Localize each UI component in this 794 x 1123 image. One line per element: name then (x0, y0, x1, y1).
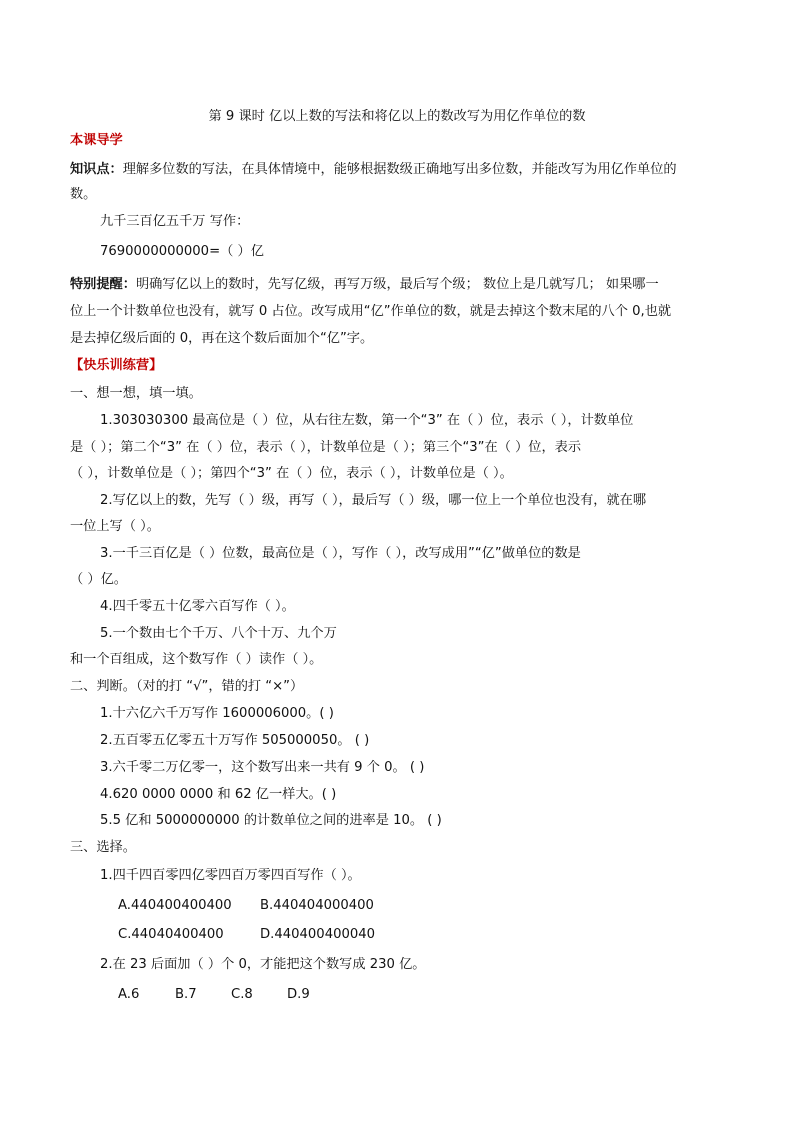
s1-q1-line-3: （ ），计数单位是（ ）；第四个“3” 在（ ）位，表示（ ），计数单位是（ ）。 (70, 466, 513, 481)
tip-label: 特别提醒： (70, 277, 136, 292)
s1-q5-line-1: 5.一个数由七个千万、八个十万、九个万 (100, 626, 337, 641)
s3-q2-option-d: D.9 (287, 987, 310, 1002)
s1-q1-line-2: 是（ ）；第二个“3” 在（ ）位，表示（ ），计数单位是（ ）；第三个“3”在（ ）位，表示 (70, 440, 582, 455)
s3-q2-option-a: A.6 (118, 987, 140, 1002)
tip-line-2: 位上一个计数单位也没有，就写 0 占位。改写成用“亿”作单位的数，就是去掉这个数末尾的八个 0,也就 (70, 304, 672, 319)
s1-q1-line-1: 1.303030300 最高位是（ ）位，从右往左数，第一个“3” 在（ ）位，表示（ ），计数单位 (100, 413, 634, 428)
s3-q1-option-a: A.440400400400 (118, 898, 232, 913)
s1-q2-line-2: 一位上写（ ）。 (70, 519, 160, 534)
tip-line-3: 是去掉亿级后面的 0，再在这个数后面加个“亿”字。 (70, 331, 374, 346)
s2-q2: 2.五百零五亿零五十万写作 505000050。 ( ) (100, 733, 370, 748)
s3-q2-option-c: C.8 (231, 987, 253, 1002)
s1-q2-line-1: 2.写亿以上的数，先写（ ）级，再写（ ），最后写（ ）级，哪一位上一个单位也没有，就在哪 (100, 493, 647, 508)
s3-q1-option-d: D.440400400040 (260, 927, 376, 942)
s2-q3: 3.六千零二万亿零一，这个数写出来一共有 9 个 0。 ( ) (100, 760, 425, 775)
s2-q4: 4.620 0000 0000 和 62 亿一样大。( ) (100, 787, 337, 802)
example-line-2: 7690000000000=（ ）亿 (100, 244, 264, 259)
example-line-1: 九千三百亿五千万 写作： (100, 214, 250, 229)
s3-q1: 1.四千四百零四亿零四百万零四百写作（ ）。 (100, 868, 361, 883)
practice-heading: 【快乐训练营】 (70, 358, 163, 373)
s1-q4: 4.四千零五十亿零六百写作（ ）。 (100, 599, 295, 614)
s1-q5-line-2: 和一个百组成，这个数写作（ ）读作（ ）。 (70, 652, 323, 667)
knowledge-line-2: 数。 (70, 187, 97, 202)
knowledge-line-1 (70, 160, 730, 180)
s1-q3-line-2: （ ）亿。 (70, 572, 127, 587)
knowledge-text-1: 理解多位数的写法，在具体情境中，能够根据数级正确地写出多位数，并能改写为用亿作单位的 (122, 162, 677, 177)
section3-title: 三、选择。 (70, 840, 136, 855)
s3-q2-option-b: B.7 (175, 987, 197, 1002)
knowledge-label: 知识点： (70, 162, 123, 177)
guide-heading: 本课导学 (70, 133, 123, 148)
s2-q1: 1.十六亿六千万写作 1600006000。( ) (100, 706, 334, 721)
s3-q1-option-c: C.44040400400 (118, 927, 224, 942)
page-title: 第 9 课时 亿以上数的写法和将亿以上的数改写为用亿作单位的数 (208, 109, 586, 124)
s3-q2: 2.在 23 后面加（ ）个 0，才能把这个数写成 230 亿。 (100, 957, 426, 972)
section2-title: 二、判断。（对的打 “√”，错的打 “×”） (70, 679, 304, 694)
s3-q1-option-b: B.440404000400 (260, 898, 374, 913)
s2-q5: 5.5 亿和 5000000000 的计数单位之间的进率是 10。 ( ) (100, 813, 442, 828)
tip-text-1: 明确写亿以上的数时，先写亿级，再写万级，最后写个级； 数位上是几就写几； 如果哪一 (135, 277, 659, 292)
s1-q3-line-1: 3.一千三百亿是（ ）位数，最高位是（ ），写作（ ），改写成用”“亿”做单位的数是 (100, 546, 581, 561)
section1-title: 一、想一想，填一填。 (70, 386, 202, 401)
tip-line-1 (70, 275, 730, 295)
